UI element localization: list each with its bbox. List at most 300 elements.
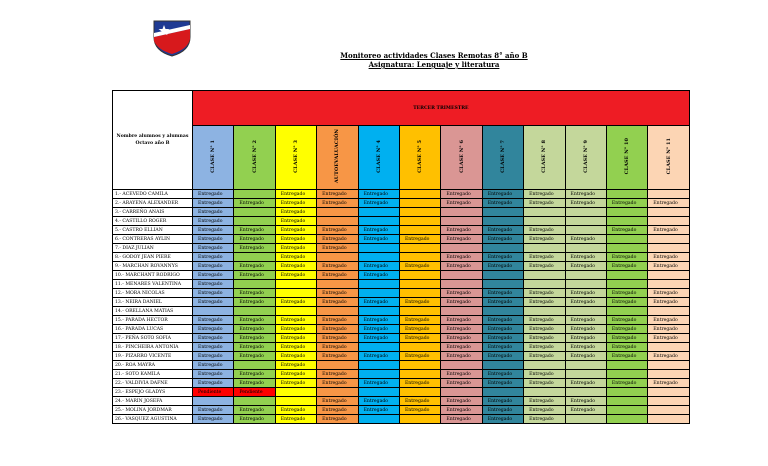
status-cell (358, 370, 399, 379)
status-cell: Entregado (482, 334, 523, 343)
status-cell: Entregado (441, 289, 482, 298)
status-cell: Entregado (275, 271, 316, 280)
status-cell: Entregado (399, 262, 440, 271)
column-header (275, 126, 316, 190)
status-cell: Entregado (524, 343, 565, 352)
status-cell: Entregado (275, 406, 316, 415)
status-cell: Entregado (524, 235, 565, 244)
status-cell (399, 307, 440, 316)
status-cell (399, 388, 440, 397)
status-cell: Entregado (234, 298, 275, 307)
status-cell (482, 208, 523, 217)
status-cell: Entregado (317, 190, 358, 199)
status-cell (648, 280, 689, 289)
status-cell: Entregado (234, 325, 275, 334)
table-row (113, 289, 690, 298)
status-cell (482, 217, 523, 226)
status-cell: Entregado (524, 253, 565, 262)
status-cell: Entregado (275, 316, 316, 325)
status-cell: Entregado (317, 244, 358, 253)
status-cell (275, 280, 316, 289)
status-cell: Entregado (193, 217, 234, 226)
status-cell (482, 307, 523, 316)
status-cell: Entregado (441, 370, 482, 379)
column-header-label: AUTOEVALUACIÓN (334, 129, 341, 184)
status-cell: Entregado (606, 343, 647, 352)
status-cell: Entregado (358, 334, 399, 343)
status-cell: Entregado (399, 325, 440, 334)
status-cell: Entregado (193, 235, 234, 244)
status-cell: Entregado (441, 190, 482, 199)
column-header (317, 126, 358, 190)
table-row (113, 271, 690, 280)
status-cell (399, 280, 440, 289)
status-cell (399, 271, 440, 280)
status-cell (482, 271, 523, 280)
column-header (399, 126, 440, 190)
student-name: 15.- PARADA HECTOR (113, 316, 193, 325)
status-cell (234, 208, 275, 217)
status-cell (606, 280, 647, 289)
status-cell: Entregado (193, 271, 234, 280)
status-cell (275, 289, 316, 298)
status-cell (606, 370, 647, 379)
column-header (648, 126, 689, 190)
status-cell: Entregado (524, 379, 565, 388)
status-cell: Entregado (358, 352, 399, 361)
status-cell (441, 307, 482, 316)
table-row (113, 415, 690, 424)
column-header-label: CLASE N° 2 (251, 140, 258, 173)
table-row (113, 397, 690, 406)
status-cell (565, 370, 606, 379)
status-cell: Entregado (482, 352, 523, 361)
status-cell: Entregado (606, 289, 647, 298)
status-cell: Entregado (524, 325, 565, 334)
status-cell (317, 208, 358, 217)
status-cell: Entregado (193, 370, 234, 379)
status-cell: Entregado (234, 262, 275, 271)
status-cell: Entregado (565, 235, 606, 244)
status-cell: Entregado (482, 253, 523, 262)
status-cell: Entregado (441, 352, 482, 361)
status-cell (565, 226, 606, 235)
status-cell (399, 217, 440, 226)
status-cell: Entregado (275, 235, 316, 244)
status-cell: Entregado (358, 190, 399, 199)
status-cell (358, 289, 399, 298)
status-cell: Entregado (275, 379, 316, 388)
status-cell: Pendiente (234, 388, 275, 397)
column-header-label: CLASE N° 6 (458, 140, 465, 173)
status-cell (234, 361, 275, 370)
status-cell: Entregado (317, 199, 358, 208)
status-cell: Entregado (317, 235, 358, 244)
status-cell: Entregado (234, 406, 275, 415)
status-cell: Entregado (524, 406, 565, 415)
status-cell: Entregado (606, 352, 647, 361)
status-cell (648, 388, 689, 397)
status-cell: Entregado (275, 262, 316, 271)
status-cell: Entregado (358, 316, 399, 325)
status-cell (565, 388, 606, 397)
column-header (565, 126, 606, 190)
status-cell (234, 280, 275, 289)
status-cell: Entregado (648, 316, 689, 325)
status-cell: Entregado (482, 235, 523, 244)
status-cell: Entregado (524, 289, 565, 298)
status-cell (358, 208, 399, 217)
status-cell: Entregado (193, 379, 234, 388)
monitoring-table (112, 90, 690, 424)
student-name: 14.- ORELLANA MATIAS (113, 307, 193, 316)
status-cell (441, 208, 482, 217)
table-row (113, 298, 690, 307)
status-cell (399, 370, 440, 379)
status-cell: Entregado (193, 361, 234, 370)
status-cell (648, 235, 689, 244)
status-cell: Entregado (648, 379, 689, 388)
status-cell: Entregado (606, 253, 647, 262)
status-cell (648, 397, 689, 406)
status-cell (606, 190, 647, 199)
status-cell: Entregado (482, 397, 523, 406)
status-cell (399, 253, 440, 262)
status-cell (565, 361, 606, 370)
status-cell: Entregado (565, 289, 606, 298)
status-cell: Entregado (193, 208, 234, 217)
status-cell: Entregado (193, 280, 234, 289)
status-cell (441, 244, 482, 253)
status-cell: Entregado (482, 415, 523, 424)
status-cell: Entregado (648, 325, 689, 334)
status-cell: Entregado (193, 289, 234, 298)
status-cell (606, 235, 647, 244)
status-cell (565, 244, 606, 253)
status-cell: Entregado (317, 397, 358, 406)
status-cell (317, 361, 358, 370)
status-cell: Entregado (234, 235, 275, 244)
status-cell: Entregado (441, 406, 482, 415)
status-cell: Entregado (234, 244, 275, 253)
status-cell (317, 388, 358, 397)
status-cell: Entregado (234, 415, 275, 424)
status-cell: Entregado (193, 244, 234, 253)
student-name: 1.- ACEVEDO CAMILA (113, 190, 193, 199)
status-cell: Entregado (482, 226, 523, 235)
status-cell: Entregado (606, 325, 647, 334)
student-name: 3.- CARREÑO ANAIS (113, 208, 193, 217)
student-name: 21.- SOTO KAMILA (113, 370, 193, 379)
status-cell: Entregado (317, 298, 358, 307)
status-cell: Entregado (399, 334, 440, 343)
status-cell: Entregado (317, 379, 358, 388)
status-cell: Entregado (234, 226, 275, 235)
status-cell: Entregado (565, 343, 606, 352)
status-cell (317, 253, 358, 262)
status-cell: Entregado (358, 271, 399, 280)
status-cell (275, 307, 316, 316)
status-cell: Entregado (275, 199, 316, 208)
table-row (113, 235, 690, 244)
status-cell: Entregado (234, 316, 275, 325)
status-cell: Entregado (441, 262, 482, 271)
column-header-label: CLASE N° 8 (541, 140, 548, 173)
status-cell: Entregado (275, 226, 316, 235)
student-name: 23.- ESPEJO GLADYS (113, 388, 193, 397)
student-name: 7.- DIAZ JULIAN (113, 244, 193, 253)
column-header (358, 126, 399, 190)
status-cell: Entregado (441, 316, 482, 325)
status-cell: Entregado (317, 271, 358, 280)
status-cell: Entregado (234, 379, 275, 388)
status-cell (275, 388, 316, 397)
status-cell: Entregado (358, 226, 399, 235)
status-cell (606, 244, 647, 253)
status-cell (441, 217, 482, 226)
status-cell: Entregado (193, 343, 234, 352)
status-cell (606, 307, 647, 316)
status-cell (275, 397, 316, 406)
status-cell (317, 217, 358, 226)
status-cell: Entregado (358, 298, 399, 307)
status-cell: Entregado (193, 415, 234, 424)
status-cell: Entregado (524, 262, 565, 271)
status-cell: Entregado (317, 316, 358, 325)
student-name: 4.- CASTILLO ROGER (113, 217, 193, 226)
table-row (113, 352, 690, 361)
student-name: 5.- CASTRO ELLIAN (113, 226, 193, 235)
status-cell: Entregado (234, 334, 275, 343)
status-cell: Entregado (441, 343, 482, 352)
status-cell: Entregado (565, 190, 606, 199)
status-cell: Entregado (275, 370, 316, 379)
status-cell: Entregado (648, 262, 689, 271)
status-cell: Entregado (399, 406, 440, 415)
status-cell: Entregado (317, 325, 358, 334)
student-name: 9.- MARCHAN ROVANNYS (113, 262, 193, 271)
column-header (234, 126, 275, 190)
status-cell (441, 361, 482, 370)
status-cell: Entregado (441, 325, 482, 334)
status-cell: Entregado (482, 289, 523, 298)
status-cell: Entregado (399, 316, 440, 325)
student-name: 20.- ROA MAYRA (113, 361, 193, 370)
status-cell: Entregado (565, 325, 606, 334)
status-cell: Entregado (482, 190, 523, 199)
status-cell (399, 208, 440, 217)
status-cell: Entregado (648, 298, 689, 307)
status-cell: Entregado (441, 253, 482, 262)
status-cell (606, 208, 647, 217)
status-cell (399, 199, 440, 208)
column-header (441, 126, 482, 190)
student-name: 11.- MENARES VALENTINA (113, 280, 193, 289)
status-cell: Entregado (648, 253, 689, 262)
table-row (113, 307, 690, 316)
status-cell (234, 217, 275, 226)
status-cell: Entregado (524, 397, 565, 406)
column-header (606, 126, 647, 190)
column-header-label: CLASE N° 11 (665, 138, 672, 175)
status-cell: Entregado (524, 190, 565, 199)
status-cell: Entregado (234, 199, 275, 208)
status-cell: Entregado (358, 397, 399, 406)
status-cell: Entregado (275, 352, 316, 361)
status-cell: Entregado (317, 370, 358, 379)
student-name: 10.- MARCHANT RODRIGO (113, 271, 193, 280)
status-cell: Entregado (193, 190, 234, 199)
status-cell (606, 271, 647, 280)
status-cell: Entregado (565, 406, 606, 415)
status-cell (399, 289, 440, 298)
table-row (113, 208, 690, 217)
table-row (113, 244, 690, 253)
column-header (193, 126, 234, 190)
status-cell: Entregado (482, 298, 523, 307)
status-cell (606, 361, 647, 370)
column-header-label: CLASE N° 4 (375, 140, 382, 173)
status-cell (565, 208, 606, 217)
status-cell: Entregado (234, 343, 275, 352)
status-cell: Entregado (441, 379, 482, 388)
status-cell (482, 244, 523, 253)
status-cell: Entregado (399, 298, 440, 307)
status-cell: Entregado (275, 298, 316, 307)
status-cell (648, 244, 689, 253)
student-name: 6.- CONTRERAS AYLIN (113, 235, 193, 244)
status-cell (399, 343, 440, 352)
status-cell (524, 217, 565, 226)
status-cell: Entregado (275, 190, 316, 199)
status-cell: Entregado (234, 352, 275, 361)
status-cell: Entregado (565, 298, 606, 307)
status-cell: Entregado (565, 397, 606, 406)
status-cell: Entregado (193, 262, 234, 271)
status-cell (524, 244, 565, 253)
table-row (113, 199, 690, 208)
status-cell: Entregado (606, 262, 647, 271)
status-cell (399, 190, 440, 199)
status-cell: Entregado (317, 226, 358, 235)
status-cell: Entregado (317, 406, 358, 415)
table-row (113, 379, 690, 388)
status-cell: Entregado (482, 316, 523, 325)
status-cell (358, 307, 399, 316)
status-cell: Entregado (482, 379, 523, 388)
status-cell (441, 271, 482, 280)
status-cell (648, 217, 689, 226)
status-cell: Entregado (399, 379, 440, 388)
status-cell (317, 280, 358, 289)
status-cell: Entregado (606, 334, 647, 343)
status-cell: Entregado (275, 325, 316, 334)
status-cell: Entregado (648, 226, 689, 235)
document-title: Monitoreo actividades Clases Remotas 8° año B (340, 51, 528, 60)
table-row (113, 334, 690, 343)
status-cell (648, 307, 689, 316)
status-cell (606, 406, 647, 415)
status-cell (565, 217, 606, 226)
status-cell: Entregado (317, 334, 358, 343)
status-cell (358, 217, 399, 226)
status-cell: Entregado (358, 406, 399, 415)
table-row (113, 361, 690, 370)
status-cell (606, 388, 647, 397)
status-cell: Entregado (358, 235, 399, 244)
status-cell: Entregado (524, 415, 565, 424)
status-cell: Entregado (193, 226, 234, 235)
status-cell (648, 406, 689, 415)
status-cell: Entregado (441, 235, 482, 244)
status-cell: Entregado (234, 370, 275, 379)
status-cell (524, 208, 565, 217)
status-cell: Entregado (524, 199, 565, 208)
status-cell (606, 217, 647, 226)
status-cell (399, 361, 440, 370)
table-row (113, 190, 690, 199)
status-cell: Entregado (317, 262, 358, 271)
status-cell: Entregado (193, 253, 234, 262)
status-cell: Entregado (565, 316, 606, 325)
status-cell (648, 190, 689, 199)
status-cell: Entregado (193, 406, 234, 415)
status-cell (399, 244, 440, 253)
status-cell: Entregado (648, 289, 689, 298)
status-cell: Entregado (193, 334, 234, 343)
student-name: 12.- MORA NICOLAS (113, 289, 193, 298)
status-cell (193, 397, 234, 406)
status-cell: Entregado (606, 199, 647, 208)
status-cell: Entregado (193, 325, 234, 334)
status-cell (648, 271, 689, 280)
status-cell (441, 280, 482, 289)
status-cell: Entregado (275, 334, 316, 343)
status-cell: Entregado (275, 253, 316, 262)
column-header (482, 126, 523, 190)
status-cell: Entregado (565, 262, 606, 271)
status-cell (606, 397, 647, 406)
status-cell (524, 280, 565, 289)
table-row (113, 253, 690, 262)
student-name: 22.- VALDIVIA DAFNE (113, 379, 193, 388)
status-cell: Entregado (234, 271, 275, 280)
status-cell (565, 271, 606, 280)
status-cell (317, 307, 358, 316)
status-cell: Entregado (441, 415, 482, 424)
status-cell (648, 370, 689, 379)
status-cell (648, 361, 689, 370)
document-subtitle: Asignatura: Lenguaje y literatura (368, 60, 500, 69)
status-cell (358, 280, 399, 289)
status-cell: Entregado (275, 361, 316, 370)
status-cell: Entregado (482, 406, 523, 415)
status-cell (482, 280, 523, 289)
students-column-header: Nombre alumnos y alumnas Octavo año B (113, 91, 193, 190)
student-name: 2.- ARAYENA ALEXANDER (113, 199, 193, 208)
status-cell (565, 415, 606, 424)
status-cell: Entregado (648, 199, 689, 208)
status-cell: Entregado (524, 226, 565, 235)
table-row (113, 226, 690, 235)
status-cell (524, 307, 565, 316)
status-cell: Entregado (482, 325, 523, 334)
student-name: 18.- PINCHEIRA ANTONIA (113, 343, 193, 352)
status-cell: Entregado (275, 415, 316, 424)
status-cell: Entregado (565, 253, 606, 262)
status-cell: Entregado (524, 334, 565, 343)
status-cell (234, 397, 275, 406)
